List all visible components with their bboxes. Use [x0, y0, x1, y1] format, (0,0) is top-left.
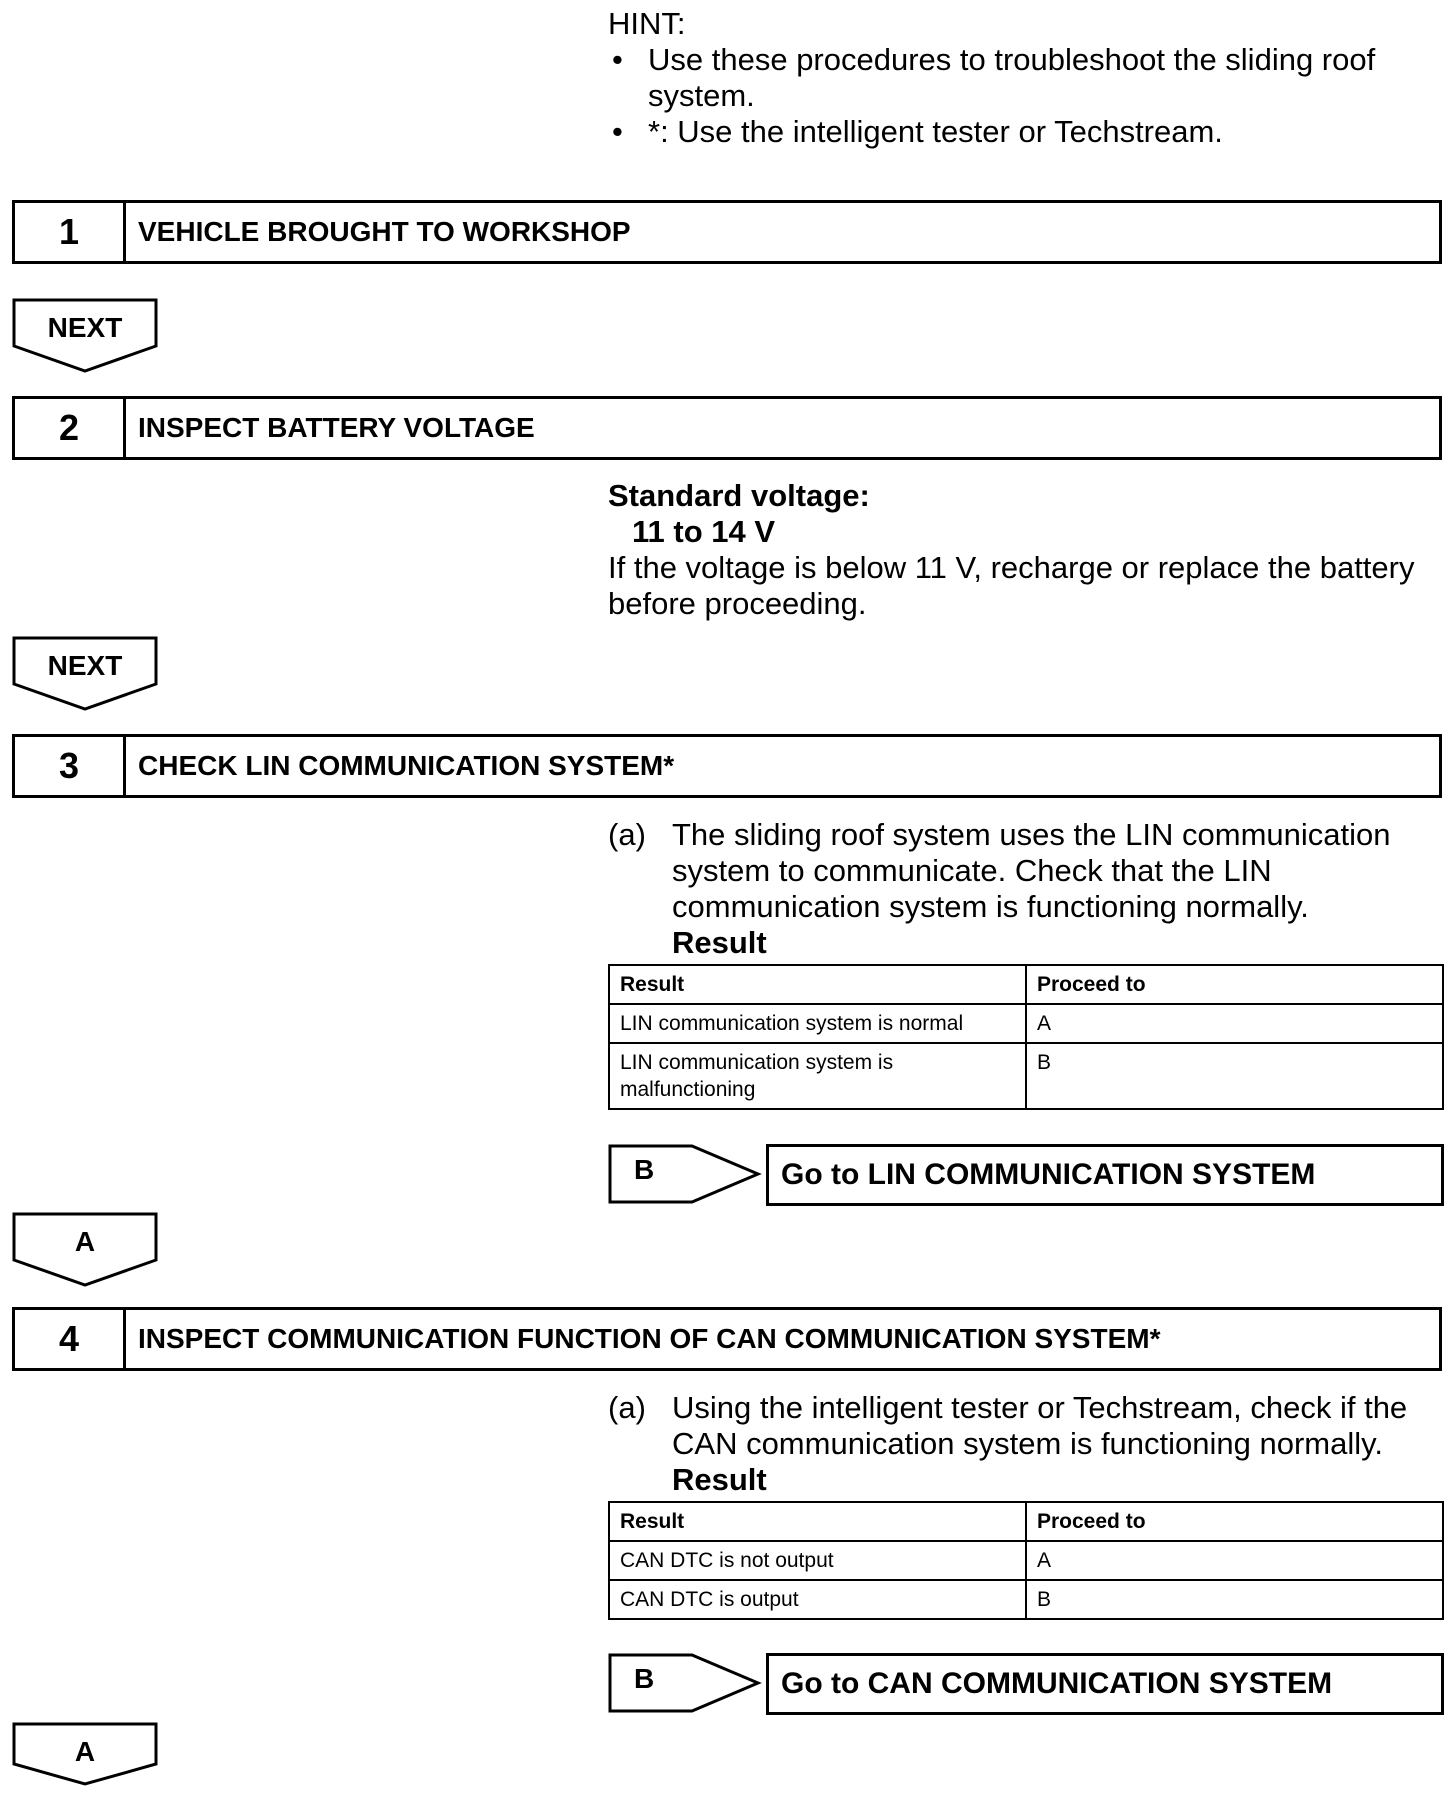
table-cell: CAN DTC is not output: [609, 1541, 1026, 1580]
item-marker: (a): [608, 1390, 646, 1425]
result-label: Result: [672, 1462, 767, 1497]
goto-lin-communication[interactable]: [608, 1144, 1444, 1206]
goto-link[interactable]: Go to LIN COMMUNICATION SYSTEM: [766, 1144, 1444, 1206]
step-title: INSPECT COMMUNICATION FUNCTION OF CAN COMMUNICATION SYSTEM*: [138, 1323, 1161, 1354]
hint-block: [608, 6, 1428, 150]
step-title: INSPECT BATTERY VOLTAGE: [138, 412, 535, 443]
table-cell: LIN communication system is normal: [609, 1004, 1026, 1043]
branch-arrow-icon: [608, 1653, 768, 1715]
hint-item: • Use these procedures to troubleshoot the sliding roof system.: [608, 42, 1428, 114]
table-row: [609, 1580, 1443, 1619]
step-number: 2: [15, 399, 126, 457]
hint-item: • *: Use the intelligent tester or Techstream.: [608, 114, 1428, 150]
table-row: [609, 1043, 1443, 1109]
table-cell: A: [1026, 1004, 1443, 1043]
branch-label: B: [634, 1663, 655, 1694]
item-marker: (a): [608, 817, 646, 852]
goto-can-communication[interactable]: [608, 1653, 1444, 1715]
step-4-header: [12, 1307, 1442, 1371]
goto-link[interactable]: Go to CAN COMMUNICATION SYSTEM: [766, 1653, 1444, 1715]
standard-voltage-label: Standard voltage:: [608, 478, 870, 513]
step-4-instruction: Using the intelligent tester or Techstream, check if the CAN communication system is functioning normally.: [672, 1390, 1408, 1461]
next-label: NEXT: [47, 650, 123, 681]
table-cell: A: [1026, 1541, 1443, 1580]
step-3-details: [608, 817, 1444, 961]
table-cell: LIN communication system is malfunctioning: [609, 1043, 1026, 1109]
a-label: A: [74, 1736, 96, 1767]
table-header: Proceed to: [1026, 965, 1443, 1004]
table-header-row: [609, 965, 1443, 1004]
next-label: NEXT: [47, 312, 123, 343]
table-row: [609, 1541, 1443, 1580]
step-2-header: [12, 396, 1442, 460]
step-4-details: [608, 1390, 1444, 1498]
step-number: 3: [15, 737, 126, 795]
table-row: [609, 1004, 1443, 1043]
a-arrow-2: [12, 1722, 158, 1798]
step-title: VEHICLE BROUGHT TO WORKSHOP: [138, 216, 631, 247]
table-header: Result: [609, 965, 1026, 1004]
next-arrow-1: [12, 298, 158, 374]
standard-voltage-value: 11 to 14 V: [632, 514, 776, 549]
next-arrow-2: [12, 636, 158, 712]
step-4-result-table: [608, 1501, 1444, 1620]
branch-label: B: [634, 1154, 655, 1185]
table-cell: B: [1026, 1043, 1443, 1109]
table-header: Proceed to: [1026, 1502, 1443, 1541]
a-label: A: [74, 1226, 96, 1257]
table-header: Result: [609, 1502, 1026, 1541]
step-3-instruction: The sliding roof system uses the LIN communication system to communicate. Check that the LIN communication system is functioning normally.: [672, 817, 1391, 924]
step-3-result-table: [608, 964, 1444, 1110]
voltage-note: If the voltage is below 11 V, recharge or replace the battery before proceeding.: [608, 550, 1415, 621]
step-number: 4: [15, 1310, 126, 1368]
a-arrow-1: [12, 1212, 158, 1288]
result-label: Result: [672, 925, 767, 960]
step-1-header: [12, 200, 1442, 264]
step-title: CHECK LIN COMMUNICATION SYSTEM*: [138, 750, 675, 781]
hint-label: HINT:: [608, 6, 686, 41]
step-number: 1: [15, 203, 126, 261]
branch-arrow-icon: [608, 1144, 768, 1206]
table-cell: CAN DTC is output: [609, 1580, 1026, 1619]
step-3-header: [12, 734, 1442, 798]
table-cell: B: [1026, 1580, 1443, 1619]
table-header-row: [609, 1502, 1443, 1541]
hint-list: [608, 42, 1428, 150]
step-2-details: [608, 478, 1428, 622]
